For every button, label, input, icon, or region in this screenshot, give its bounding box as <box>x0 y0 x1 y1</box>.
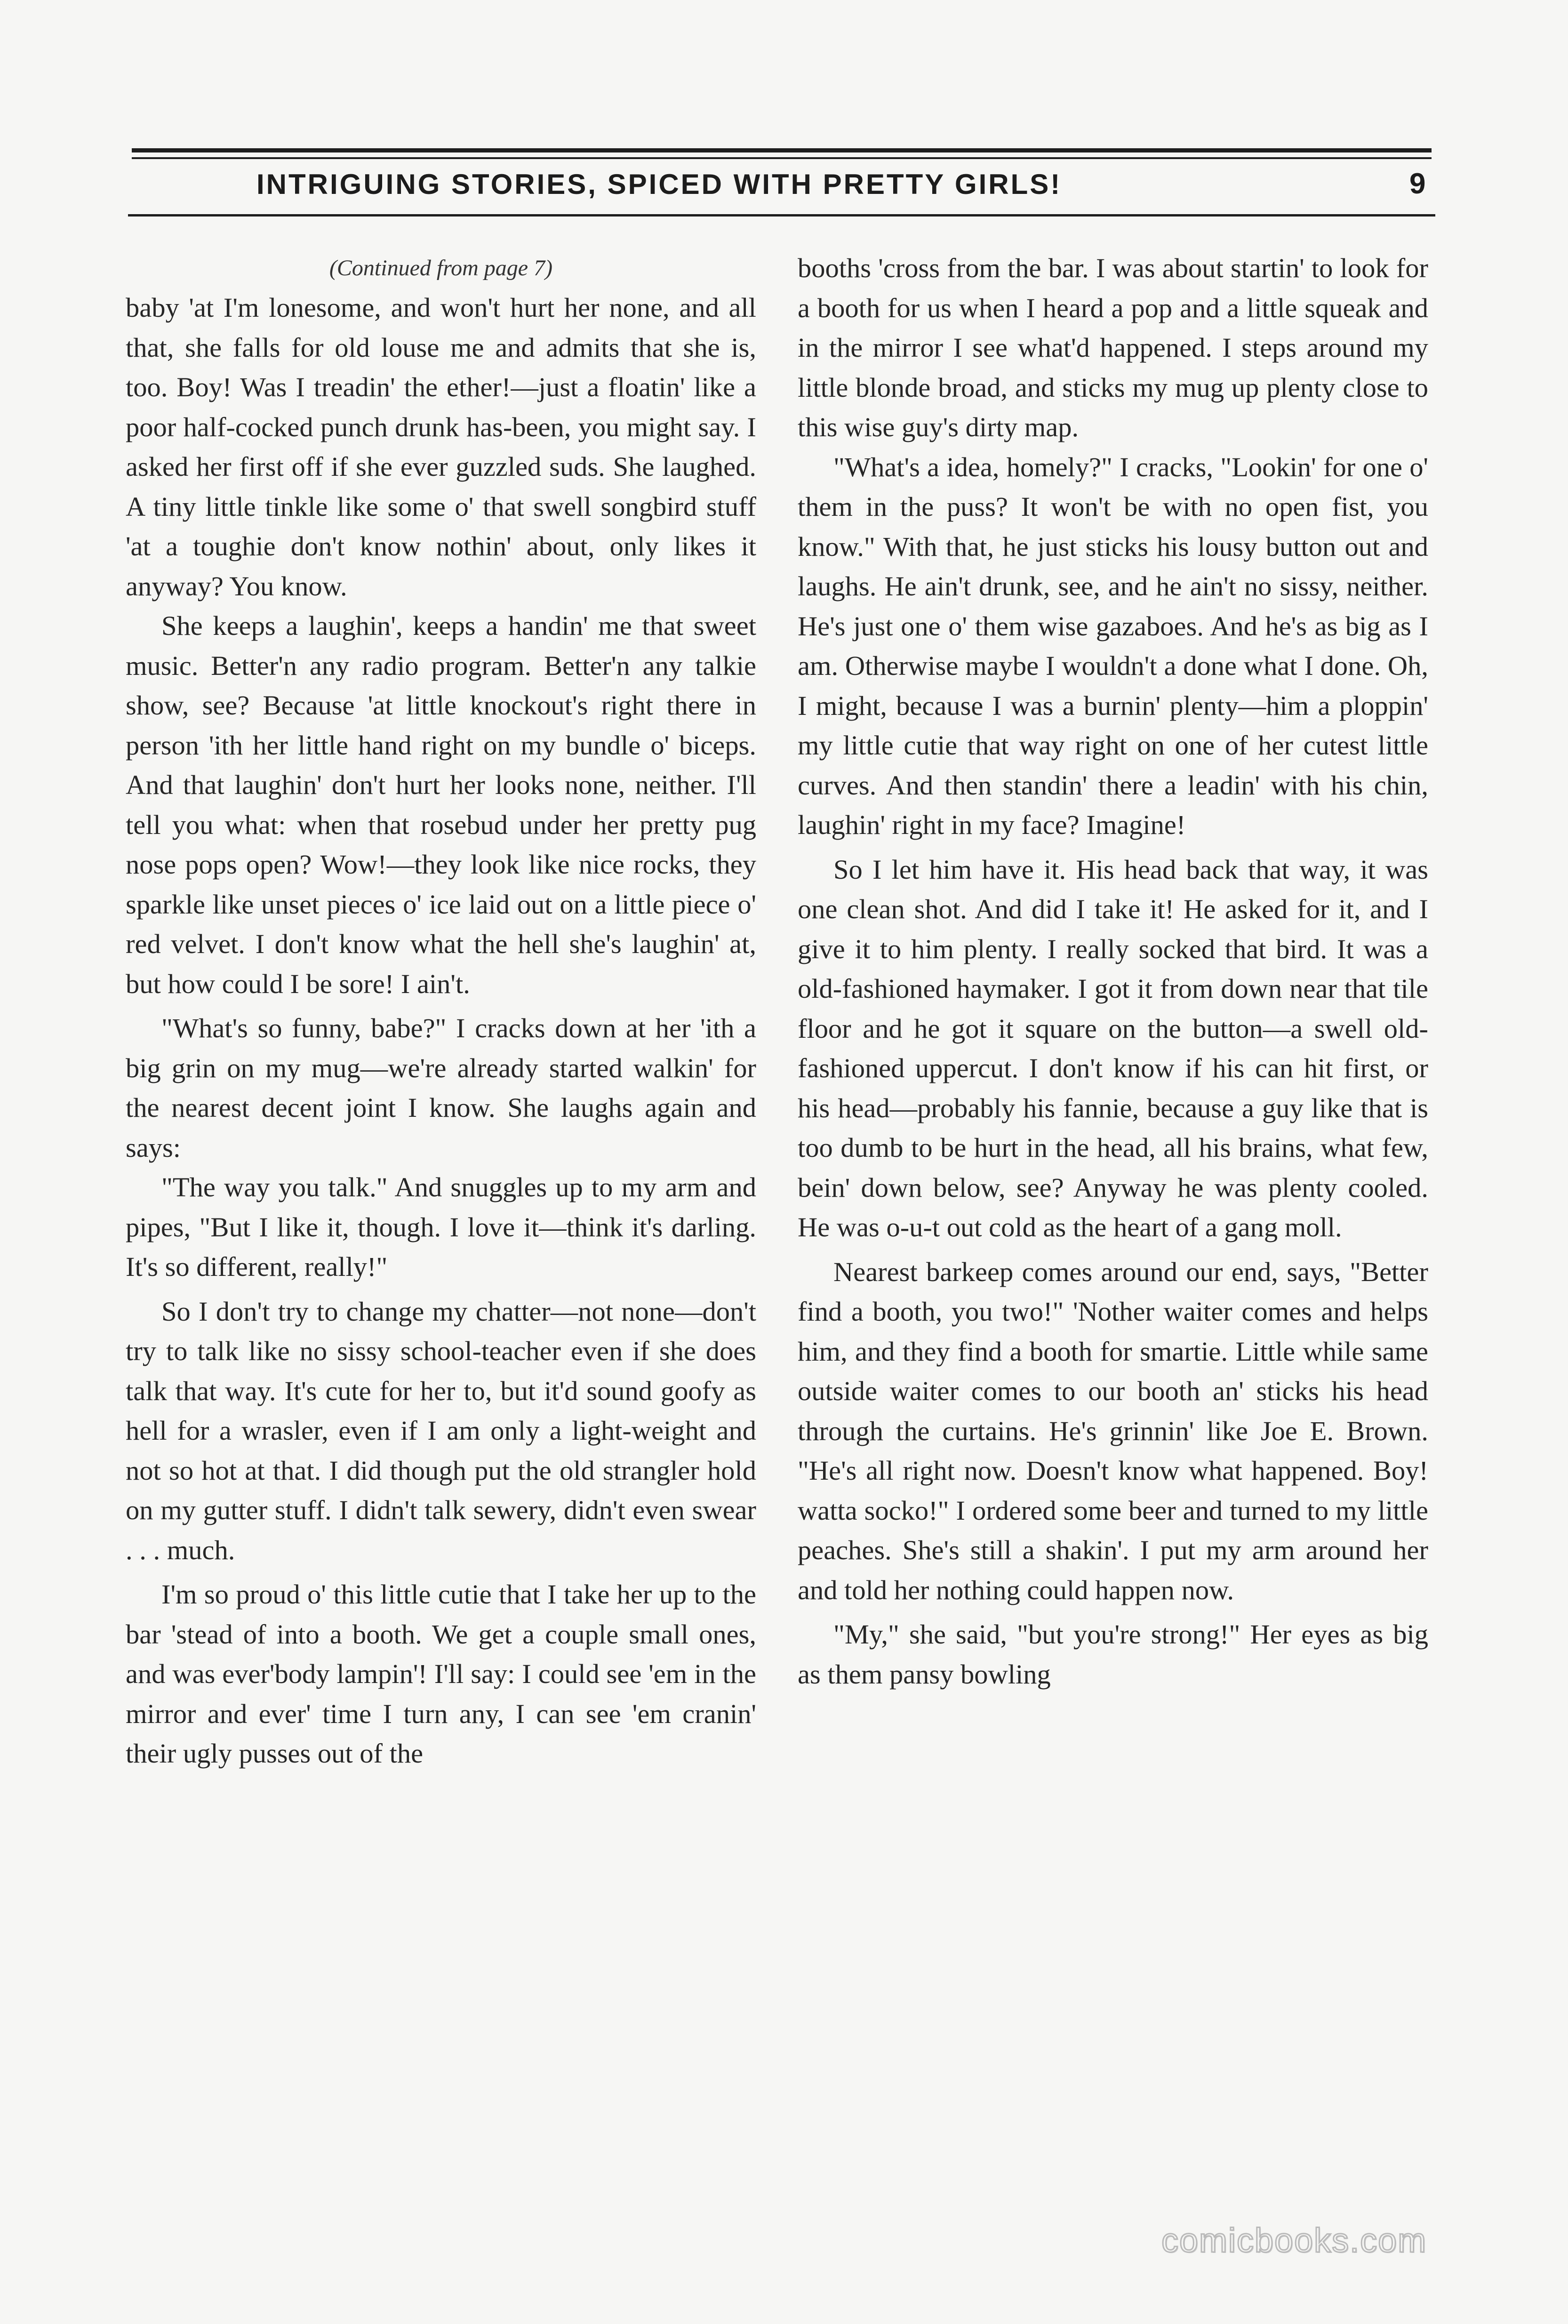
paragraph: baby 'at I'm lonesome, and won't hurt her none, and all that, she falls for old louse me and admits that she is, too. Boy! Was I treadin' the ether!—just a floatin' like a poor half-cocked punch drunk has-been, you might say. I asked her first off if she ever guzzled suds. She laughed. A tiny little tinkle like some o' that swell songbird stuff 'at a toughie don't know nothin' about, only likes it anyway? You know. <box>126 292 756 601</box>
paragraph: So I let him have it. His head back that way, it was one clean shot. And did I take it! He asked for it, and I give it to him plenty. I really socked that bird. It was a old-fashioned haymaker. I got it from down near that tile floor and he got it square on the button—a swell old-fashioned uppercut. I don't know if his can hit first, or his head—probably his fannie, because a guy like that is too dumb to be hurt in the head, all his brains, what few, bein' down below, see? Anyway he was plenty cooled. He was o-u-t out cold as the heart of a gang moll. <box>798 854 1428 1242</box>
left-column <box>126 248 756 1774</box>
paragraph: "The way you talk." And snuggles up to my arm and pipes, "But I like it, though. I love it—think it's darling. It's so different, really!" <box>126 1172 756 1282</box>
site-watermark: comicbooks.com <box>1161 2222 1427 2260</box>
right-column <box>798 248 1428 1694</box>
paragraph: Nearest barkeep comes around our end, says, "Better find a booth, you two!" 'Nother waiter comes and helps him, and they find a booth for smartie. Little while same outside waiter comes to our booth an' sticks his head through the curtains. He's grinnin' like Joe E. Brown. "He's all right now. Doesn't know what happened. Boy! watta socko!" I ordered some beer and turned to my little peaches. She's still a shakin'. I put my arm around her and told her nothing could happen now. <box>798 1256 1428 1605</box>
header-rule-top-thick <box>132 148 1432 152</box>
paragraph: I'm so proud o' this little cutie that I take her up to the bar 'stead of into a booth. We get a couple small ones, and was ever'body lampin'! I'll say: I could see 'em in the mirror and ever' time I turn any, I can see 'em cranin' their ugly pusses out of the <box>126 1579 756 1769</box>
page-number: 9 <box>1409 168 1426 200</box>
paragraph: "My," she said, "but you're strong!" Her eyes as big as them pansy bowling <box>798 1619 1428 1690</box>
paragraph: She keeps a laughin', keeps a handin' me that sweet music. Better'n any radio program. Better'n any talkie show, see? Because 'at little knockout's right there in person 'ith her little hand right on my bundle o' biceps. And that laughin' don't hurt her looks none, neither. I'll tell you what: when that rosebud under her pretty pug nose pops open? Wow!—they look like nice rocks, they sparkle like unset pieces o' ice laid out on a little piece o' red velvet. I don't know what the hell she's laughin' at, but how could I be sore! I ain't. <box>126 610 756 999</box>
paragraph: booths 'cross from the bar. I was about startin' to look for a booth for us when I heard a pop and a little squeak and in the mirror I see what'd happened. I steps around my little blonde broad, and sticks my mug up plenty close to this wise guy's dirty map. <box>798 253 1428 442</box>
paragraph: "What's a idea, homely?" I cracks, "Lookin' for one o' them in the puss? It won't be with no open fist, you know." With that, he just sticks his lousy button out and laughs. He ain't drunk, see, and he ain't no sissy, neither. He's just one o' them wise gazaboes. And he's as big as I am. Otherwise maybe I wouldn't a done what I done. Oh, I might, because I was a burnin' plenty—him a ploppin' my little cutie that way right on one of her cutest little curves. And then standin' there a leadin' with his chin, laughin' right in my face? Imagine! <box>798 451 1428 840</box>
paragraph: "What's so funny, babe?" I cracks down at her 'ith a big grin on my mug—we're already started walkin' for the nearest decent joint I know. She laughs again and says: <box>126 1013 756 1163</box>
continued-note: (Continued from page 7) <box>329 256 553 280</box>
running-head: INTRIGUING STORIES, SPICED WITH PRETTY GIRLS! <box>256 168 1062 200</box>
header-rule-top-thin <box>132 157 1432 159</box>
paragraph: So I don't try to change my chatter—not none—don't try to talk like no sissy school-teacher even if she does talk that way. It's cute for her to, but it'd sound goofy as hell for a wrasler, even if I am only a light-weight and not so hot at that. I did though put the old strangler hold on my gutter stuff. I didn't talk sewery, didn't even swear . . . much. <box>126 1296 756 1565</box>
header-rule-bottom <box>128 214 1435 216</box>
